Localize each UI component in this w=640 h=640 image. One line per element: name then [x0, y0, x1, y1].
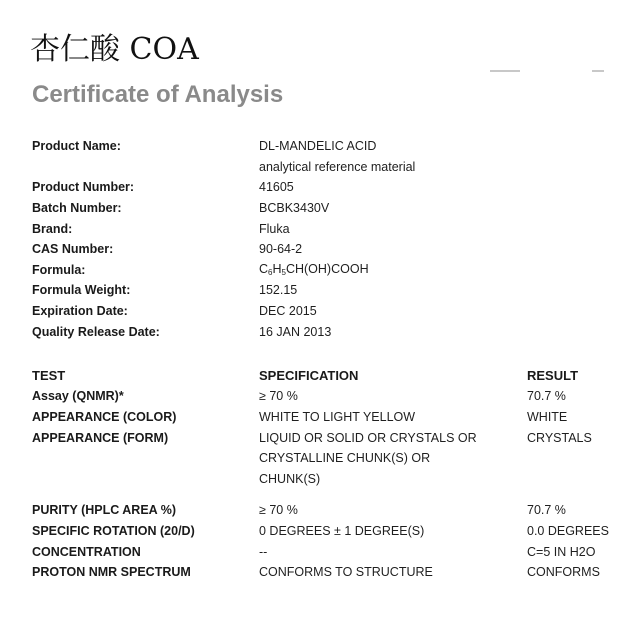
product-name-value: DL-MANDELIC ACID: [259, 139, 377, 154]
expiration-date-label: Expiration Date:: [32, 304, 128, 319]
release-date-label: Quality Release Date:: [32, 324, 160, 339]
product-name-row: [32, 136, 592, 157]
scan-speck: [592, 70, 604, 72]
release-date-row: [32, 321, 592, 342]
header-test: TEST: [32, 367, 66, 383]
cas-number-value: 90-64-2: [259, 242, 303, 257]
test-name: APPEARANCE (FORM): [32, 430, 169, 445]
specification-line: CHUNK(S): [259, 472, 321, 487]
formula-weight-label: Formula Weight:: [32, 283, 131, 298]
brand-value: Fluka: [259, 221, 290, 236]
product-number-row: [32, 177, 592, 198]
test-specification: 0 DEGREES ± 1 DEGREE(S): [259, 523, 425, 538]
test-specification: --: [259, 544, 268, 559]
brand-row: [32, 218, 592, 239]
table-row: [32, 500, 622, 521]
product-name-label: Product Name:: [32, 139, 121, 154]
header-specification: SPECIFICATION: [259, 367, 359, 383]
product-description-value: analytical reference material: [259, 159, 416, 174]
formula-part: C: [259, 262, 269, 277]
product-number-label: Product Number:: [32, 180, 135, 195]
certificate-title: Certificate of Analysis: [32, 81, 284, 108]
batch-number-label: Batch Number:: [32, 201, 122, 216]
table-row: [32, 428, 622, 490]
formula-weight-row: [32, 280, 592, 301]
specification-line: LIQUID OR SOLID OR CRYSTALS OR: [259, 430, 477, 445]
document-heading: 杏仁酸 COA: [30, 32, 199, 67]
table-header: [32, 364, 622, 386]
formula-value: [259, 262, 369, 277]
test-name: PROTON NMR SPECTRUM: [32, 565, 191, 580]
test-name: PURITY (HPLC AREA %): [32, 502, 176, 517]
formula-weight-value: 152.15: [259, 283, 298, 298]
test-specification: ≥ 70 %: [259, 389, 298, 403]
product-name-row-2: [32, 157, 592, 178]
row-gap: [32, 490, 622, 500]
test-name: SPECIFIC ROTATION (20/D): [32, 523, 195, 538]
scan-speck: [490, 70, 520, 72]
test-results-table: [32, 364, 622, 583]
header-result: RESULT: [527, 367, 579, 383]
test-result: C=5 IN H2O: [527, 544, 596, 559]
specification-line: CRYSTALLINE CHUNK(S) OR: [259, 451, 431, 466]
formula-part: CH(OH)COOH: [285, 262, 369, 277]
test-result: CONFORMS: [527, 565, 600, 580]
test-specification: CONFORMS TO STRUCTURE: [259, 565, 433, 580]
table-row: [32, 407, 622, 428]
cas-number-label: CAS Number:: [32, 242, 114, 257]
formula-row: [32, 260, 592, 281]
cas-number-row: [32, 239, 592, 260]
brand-label: Brand:: [32, 221, 73, 236]
test-specification: [259, 428, 527, 490]
formula-label: Formula:: [32, 262, 86, 277]
expiration-date-row: [32, 301, 592, 322]
test-result: 0.0 DEGREES: [527, 523, 609, 538]
formula-subscript: 5: [281, 268, 286, 278]
release-date-value: 16 JAN 2013: [259, 324, 332, 339]
batch-number-value: BCBK3430V: [259, 201, 330, 216]
product-info-block: [32, 136, 592, 342]
table-row: [32, 542, 622, 563]
table-row: [32, 562, 622, 583]
table-row: [32, 521, 622, 542]
batch-number-row: [32, 198, 592, 219]
test-result: CRYSTALS: [527, 430, 592, 445]
test-specification: ≥ 70 %: [259, 502, 298, 517]
test-name: Assay (QNMR)*: [32, 389, 124, 403]
formula-subscript: 6: [268, 268, 273, 278]
test-result: WHITE: [527, 409, 568, 424]
test-name: APPEARANCE (COLOR): [32, 409, 177, 424]
test-name: CONCENTRATION: [32, 544, 141, 559]
formula-part: H: [272, 262, 282, 277]
test-result: 70.7 %: [527, 502, 566, 517]
table-row: [32, 386, 622, 407]
test-specification: WHITE TO LIGHT YELLOW: [259, 409, 416, 424]
expiration-date-value: DEC 2015: [259, 304, 317, 319]
test-result: 70.7 %: [527, 389, 566, 403]
product-number-value: 41605: [259, 180, 294, 195]
